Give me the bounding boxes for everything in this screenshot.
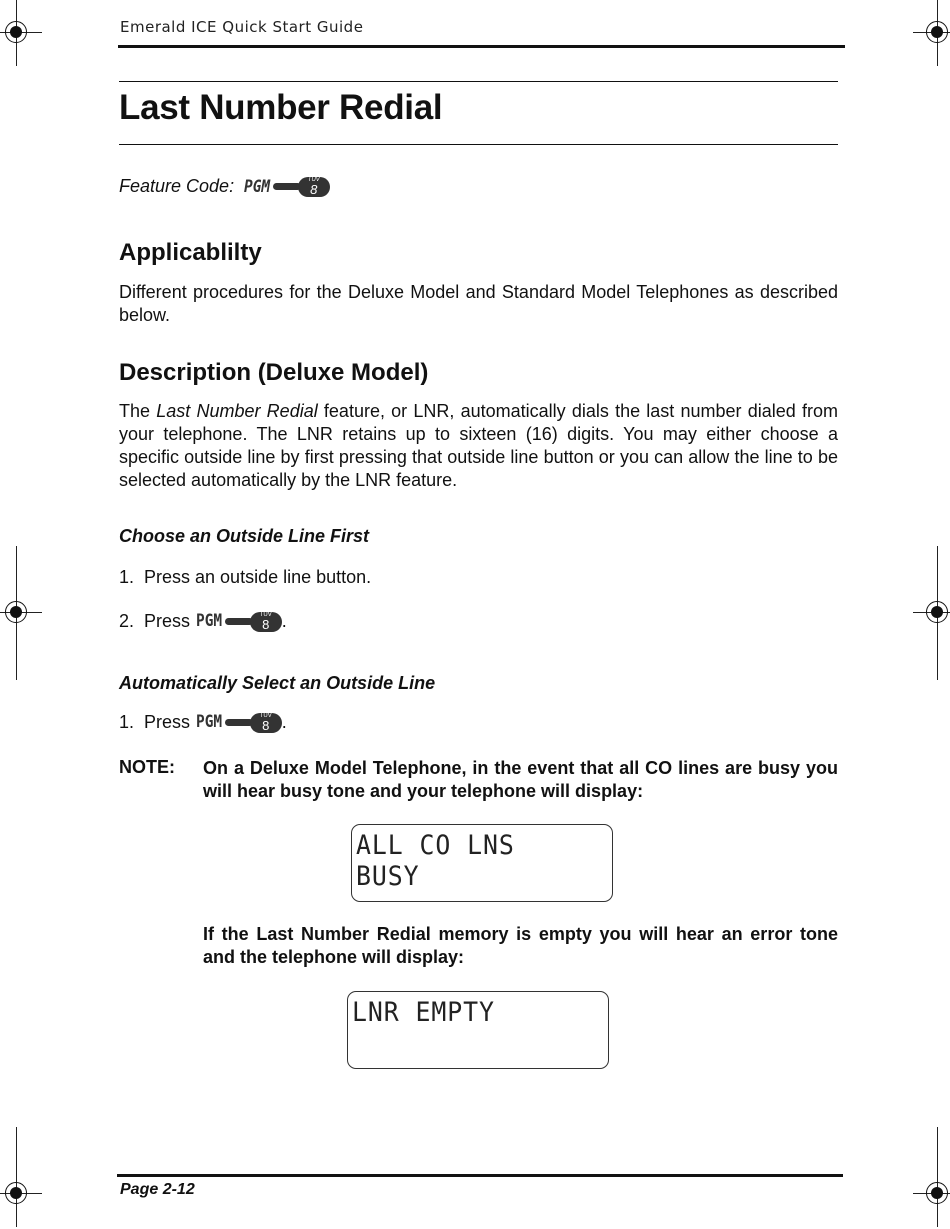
lcd-display-text: ALL CO LNS BUSY <box>356 830 515 892</box>
applicability-heading: Applicablilty <box>119 239 262 266</box>
applicability-text: Different procedures for the Deluxe Model and Standard Model Telephones as described below. <box>119 282 838 325</box>
pgm-label: PGM <box>244 176 271 197</box>
feature-code-label: Feature Code: <box>119 176 235 196</box>
pgm-8-key-sequence: PGM TUV 8 <box>196 711 282 734</box>
pgm-8-key-sequence: PGM TUV 8 <box>196 610 282 633</box>
key-8-icon: TUV 8 <box>298 177 330 197</box>
key-connector-icon <box>225 618 253 625</box>
key-connector-icon <box>273 183 301 190</box>
page-title: Last Number Redial <box>119 88 443 127</box>
lcd-display-busy <box>351 824 613 902</box>
page-number: Page 2-12 <box>120 1181 195 1198</box>
choose-line-heading: Choose an Outside Line First <box>119 526 370 546</box>
description-text: The Last Number Redial feature, or LNR, automatically dials the last number dialed from your telephone. The LNR retains up to sixteen (16) digits. You may either choose a specific outside line by first pressing that outside line button or you can allow the line to be selected automatically by the LNR feature. <box>119 401 838 490</box>
key-connector-icon <box>225 719 253 726</box>
note-label: NOTE: <box>119 757 175 777</box>
auto-select-step-1: 1. Press PGM TUV 8 . <box>119 712 287 733</box>
key-8-icon: TUV 8 <box>250 713 282 733</box>
header-rule <box>118 45 845 48</box>
key-8-icon: TUV 8 <box>250 612 282 632</box>
note-text-1: On a Deluxe Model Telephone, in the event that all CO lines are busy you will hear busy tone and your telephone will display: <box>203 758 838 801</box>
choose-line-step-2: 2. Press PGM TUV 8 . <box>119 611 287 632</box>
lcd-display-empty <box>347 991 609 1069</box>
note-text-2: If the Last Number Redial memory is empty you will hear an error tone and the telephone will display: <box>203 924 838 967</box>
description-heading: Description (Deluxe Model) <box>119 359 429 386</box>
lcd-display-text: LNR EMPTY <box>352 997 495 1028</box>
pgm-8-key-sequence <box>244 177 330 197</box>
auto-select-heading: Automatically Select an Outside Line <box>119 673 436 693</box>
footer-rule <box>117 1174 843 1177</box>
running-header: Emerald ICE Quick Start Guide <box>120 18 364 36</box>
title-top-rule <box>119 81 838 82</box>
choose-line-step-1: 1. Press an outside line button. <box>119 567 372 587</box>
feature-code <box>119 176 330 197</box>
title-bottom-rule <box>119 144 838 145</box>
